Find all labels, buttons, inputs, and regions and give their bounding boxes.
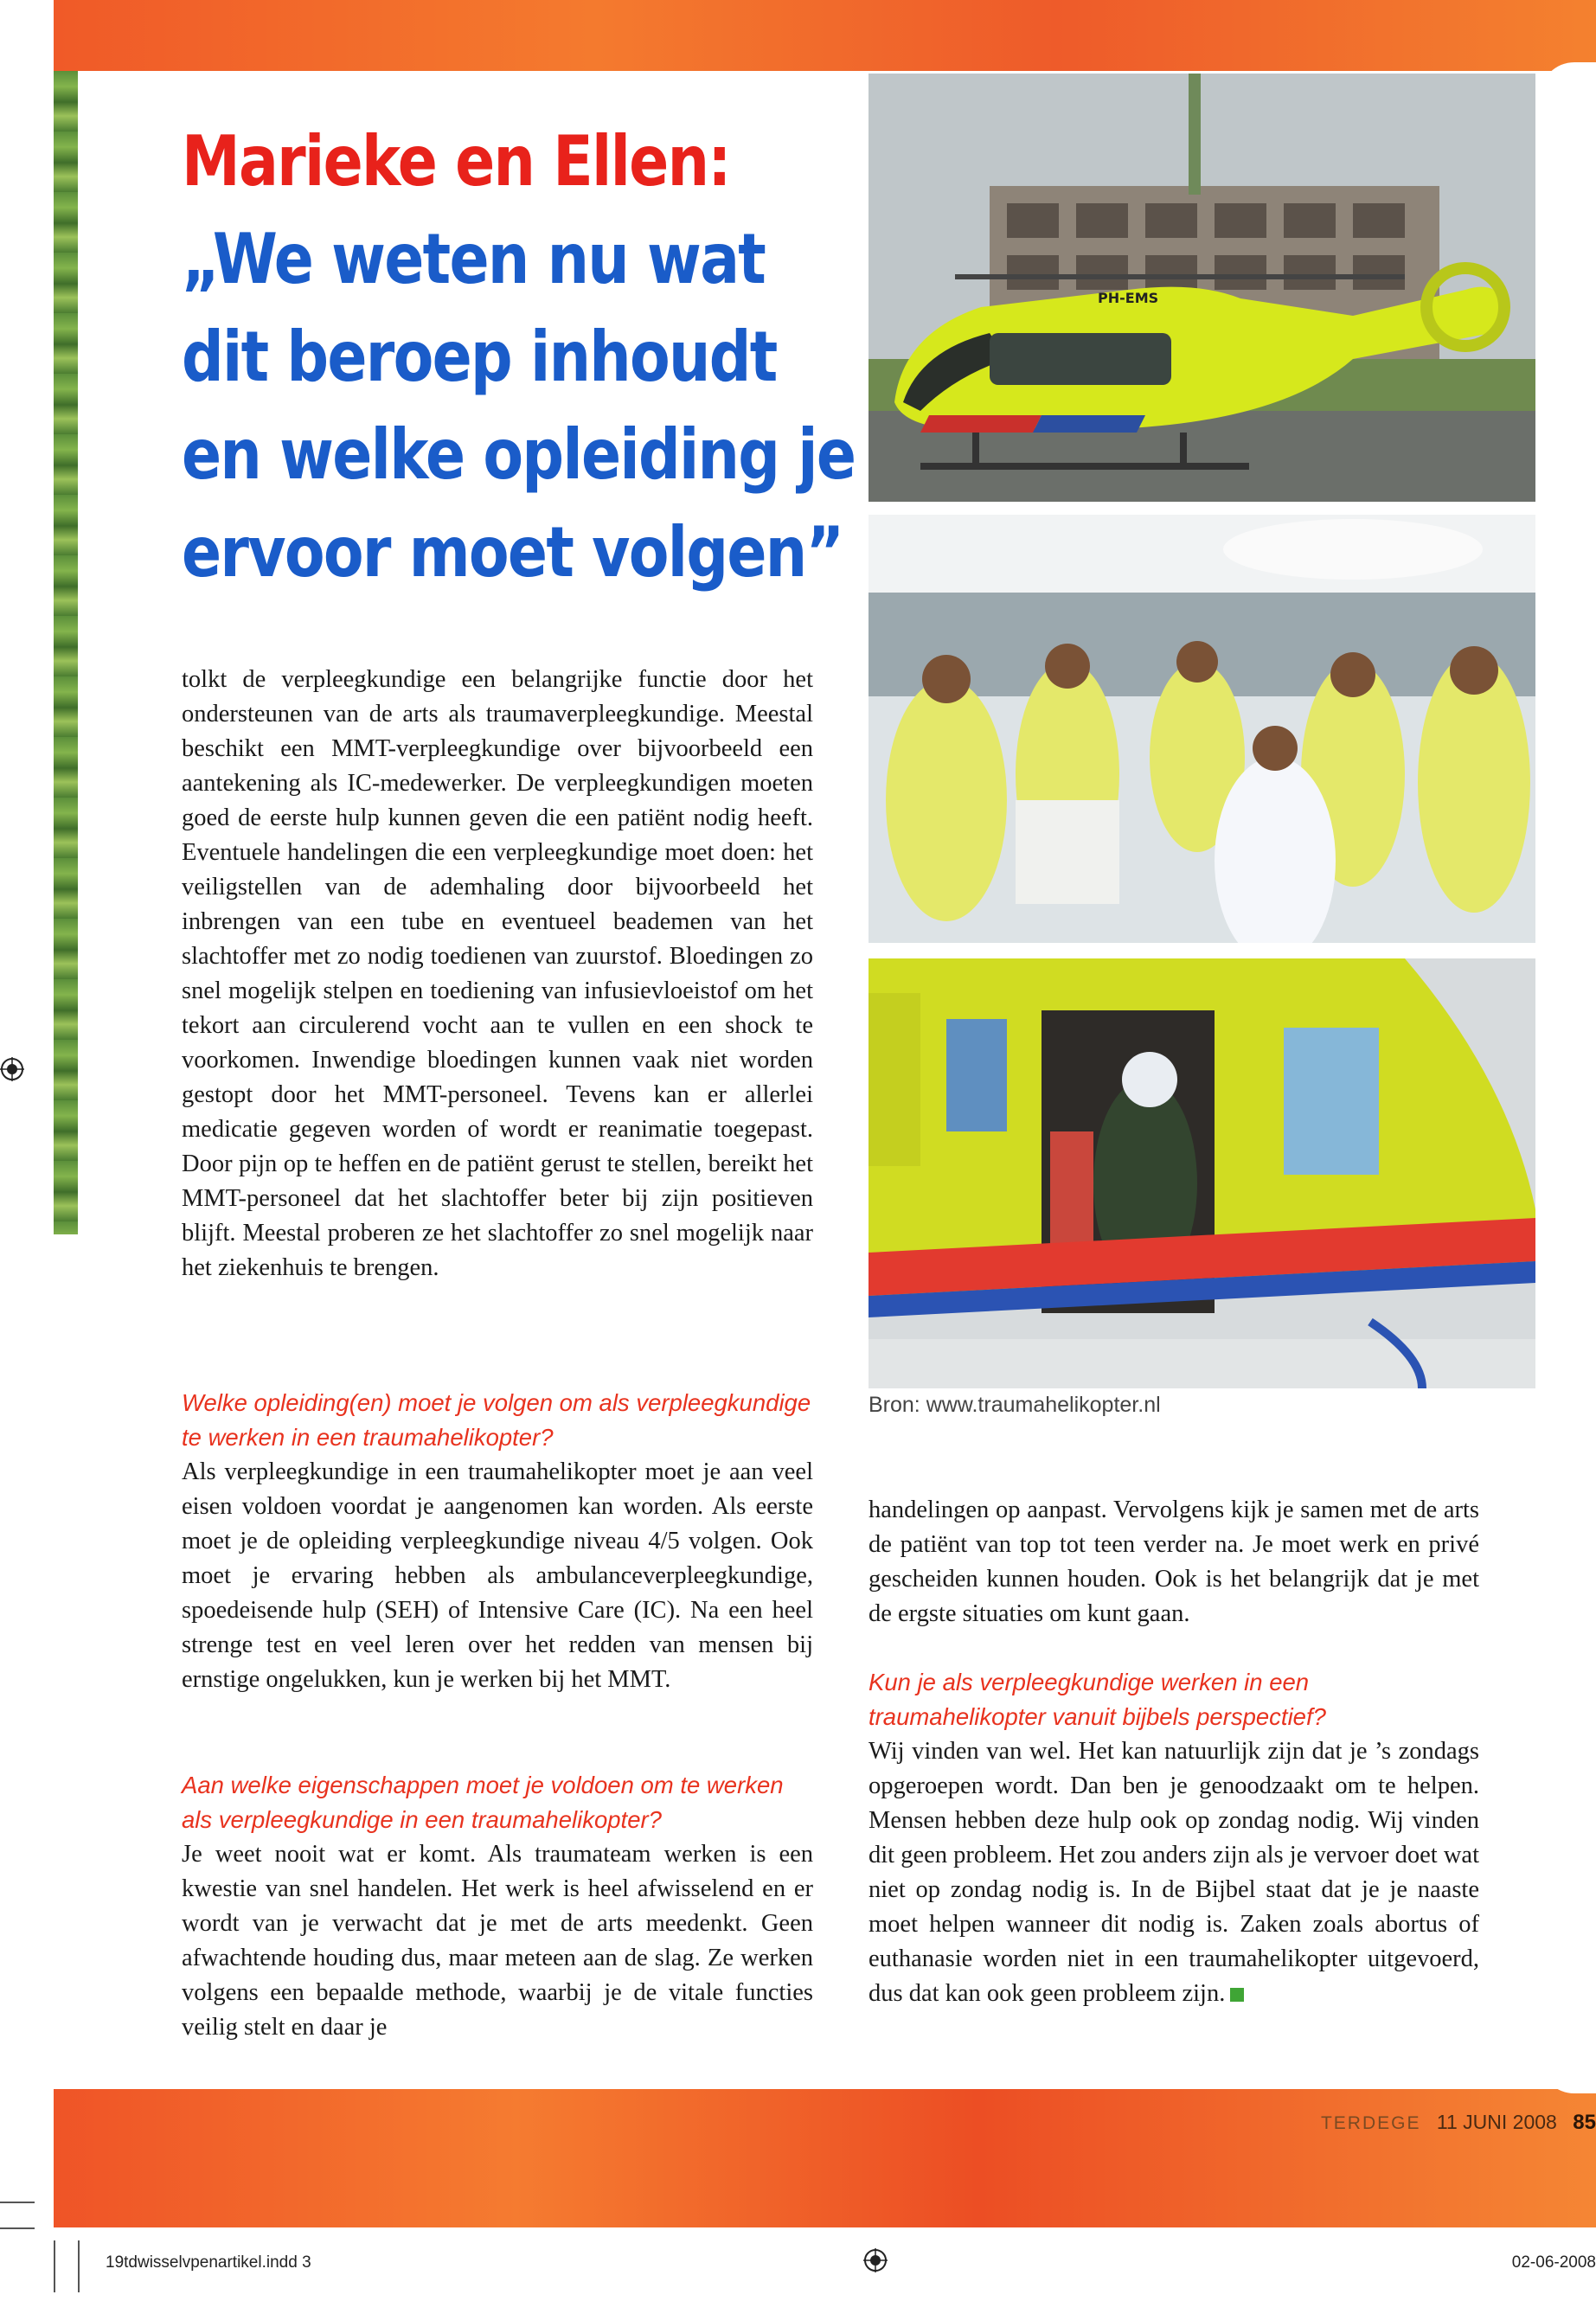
question-heading: Welke opleiding(en) moet je volgen om als verpleegkundige te werken in een traumahelikopter?: [182, 1389, 811, 1451]
left-column-qa1: [182, 1386, 813, 1697]
registration-mark-icon: [0, 1057, 24, 1081]
continuation-paragraph: handelingen op aanpast. Vervolgens kijk je samen met de arts de patiënt van top tot teen verder na. Je moet werk en privé gescheiden kunnen houden. Ook is het belangrijk dat je met de ergste situaties om kunt gaan.: [869, 1497, 1479, 1627]
answer-text: Wij vinden van wel. Het kan natuurlijk zijn dat je ’s zondags opgeroepen wordt. Dan ben je genoodzaakt om te helpen. Mensen hebben deze hulp ook op zondag nodig. Wij vinden dit geen probleem. Het zou anders zijn als je vervoer doet wat niet op zondag nodig is. In de Bijbel staat dat je je naaste moet helpen wanneer dit nodig is. Zaken zoals abortus of euthanasie worden niet in een traumahelikopter uitgevoerd, dus dat kan ook geen probleem zijn.: [869, 1738, 1479, 2007]
crop-mark: [0, 2227, 35, 2229]
right-column: [869, 1493, 1479, 1631]
crop-mark: [0, 2202, 35, 2203]
publication-date: 11 JUNI 2008: [1436, 2111, 1557, 2133]
title-names: Marieke en Ellen:: [182, 121, 730, 202]
publication-name: TERDEGE: [1320, 2113, 1421, 2133]
answer-paragraph: Als verpleegkundige in een traumahelikopter moet je aan veel eisen voldoen voordat je aangenomen kan worden. Als eerste moet je de opleiding verpleegkundige niveau 4/5 volgen. Ook moet je ervaring hebben als ambulanceverpleegkundige, spoedeisende hulp (SEH) of Intensive Care (IC). Na een heel strenge test en veel leren over het redden van mensen bij ernstige ongelukken, kun je werken bij het MMT.: [182, 1458, 813, 1693]
helicopter-landed-photo: [869, 74, 1535, 502]
heli-registration: PH-EMS: [1098, 290, 1159, 306]
title-quote-line: ervoor moet volgen”: [182, 512, 843, 593]
trauma-team-photo: [869, 515, 1535, 943]
question-heading: Aan welke eigenschappen moet je voldoen om te werken als verpleegkundige in een traumahelikopter?: [182, 1772, 784, 1833]
end-of-article-marker: [1230, 1988, 1244, 2002]
article-title: [182, 112, 856, 601]
crop-mark: [54, 2240, 55, 2292]
crop-mark: [78, 2240, 80, 2292]
page-footer: [1321, 2111, 1596, 2135]
question-heading: Kun je als verpleegkundige werken in een traumahelikopter vanuit bijbels perspectief?: [869, 1669, 1326, 1730]
title-quote-line: „We weten nu wat: [182, 219, 766, 299]
title-quote-line: dit beroep inhoudt: [182, 317, 777, 397]
slug-date: 02-06-2008: [1511, 2253, 1596, 2272]
answer-paragraph: Je weet nooit wat er komt. Als traumateam werken is een kwestie van snel handelen. Het werk is heel afwisselend en er wordt van je verwacht dat je met de arts meedenkt. Geen afwachtende houding dus, maar meteen aan de slag. Ze werken volgens een bepaalde methode, waarbij je de vitale functies veilig stelt en daar je: [182, 1841, 813, 2041]
helicopter-door-photo: [869, 958, 1535, 1388]
slug-filename: 19tdwisselvpenartikel.indd 3: [106, 2253, 311, 2272]
top-decor-band: [54, 0, 1596, 71]
left-column: [182, 663, 813, 1285]
left-grass-strip: [54, 71, 78, 1234]
photo-caption: Bron: www.traumahelikopter.nl: [869, 1393, 1161, 1417]
registration-mark-icon: [863, 2248, 888, 2272]
right-column-qa3: [869, 1665, 1479, 2011]
answer-paragraph: [869, 1734, 1479, 2011]
intro-paragraph: tolkt de verpleegkundige een belangrijke functie door het ondersteunen van de arts als traumaverpleegkundige. Meestal beschikt een MMT-verpleegkundige over bijvoorbeeld een aantekening als IC-medewerker. De verpleegkundigen moeten goed de eerste hulp kunnen geven die een patiënt nodig heeft. Eventuele handelingen die een verpleegkundige moet doen: het veiligstellen van de ademhaling door bijvoorbeeld het inbrengen van een tube en eventueel beademen van het slachtoffer met zo nodig toedienen van zuurstof. Bloedingen zo snel mogelijk stelpen en toediening van infusievloeistof om het tekort aan circulerend vocht aan te vullen en een shock te voorkomen. Inwendige bloedingen kunnen vaak niet worden gestopt door het MMT-personeel. Tevens kan er allerlei medicatie gegeven worden of wordt er reanimatie toegepast. Door pijn op te heffen en de patiënt gerust te stellen, bereikt het MMT-personeel dat het slachtoffer beter bij zijn positieven blijft. Meestal proberen ze het slachtoffer zo snel mogelijk naar het ziekenhuis te brengen.: [182, 666, 813, 1281]
title-quote-line: en welke opleiding je: [182, 414, 856, 495]
bottom-decor-band: [54, 2089, 1596, 2227]
left-column-qa2: [182, 1768, 813, 2045]
page-corner-bottom: [1540, 2059, 1596, 2093]
page-number: 85: [1573, 2111, 1596, 2134]
